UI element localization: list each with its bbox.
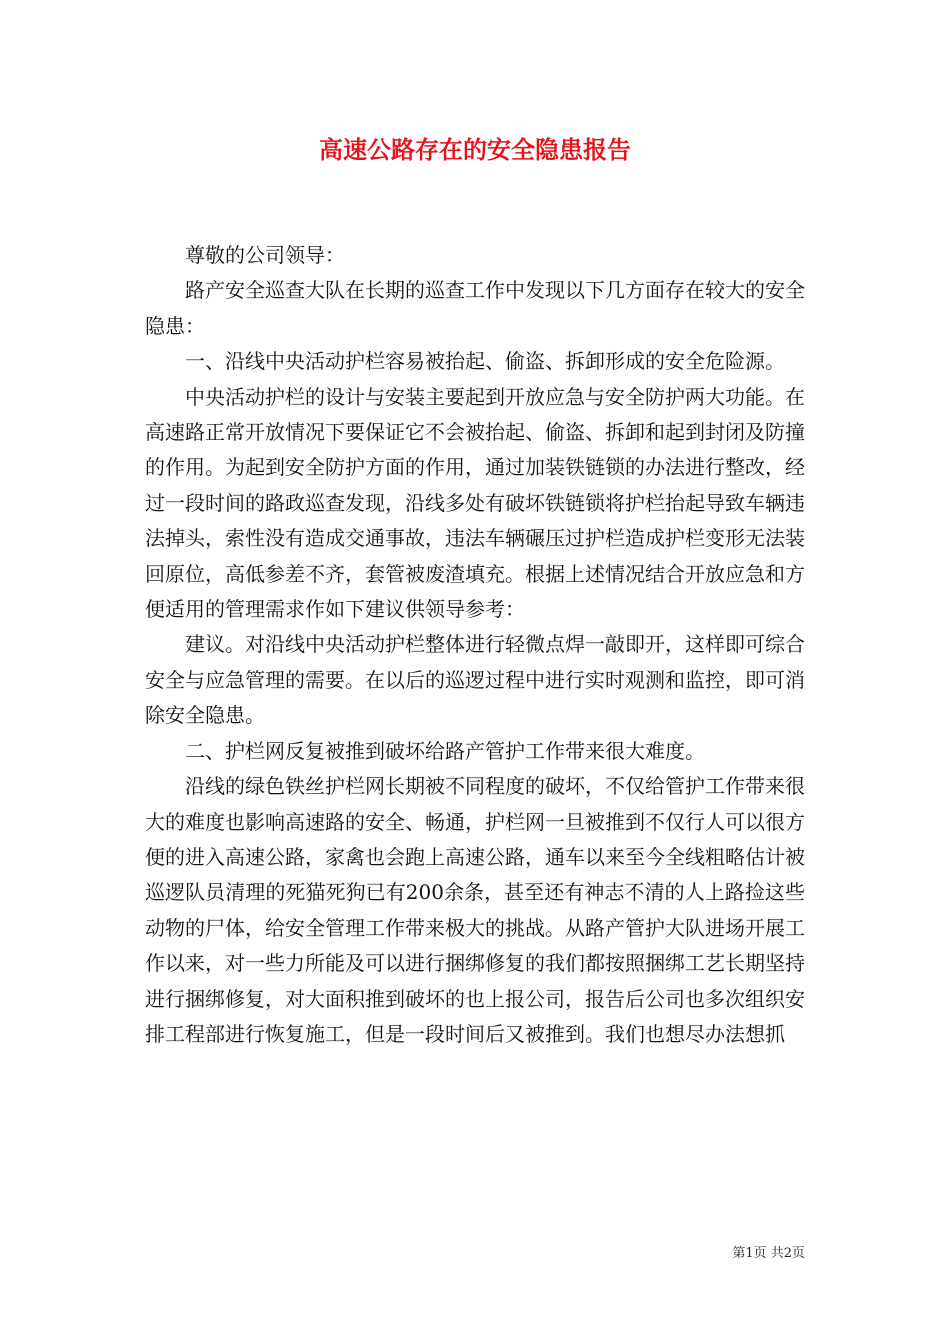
paragraph-guardrail-description: 中央活动护栏的设计与安装主要起到开放应急与安全防护两大功能。在高速路正常开放情况下要保证它不会被抬起、偷盗、拆卸和起到封闭及防撞的作用。为起到安全防护方面的作用，通过加装铁链锁的办法进行整改，经过一段时间的路政巡查发现，沿线多处有破坏铁链锁将护栏抬起导致车辆违法掉头，索性没有造成交通事故，违法车辆碾压过护栏造成护栏变形无法装回原位，高低参差不齐，套管被废渣填充。根据上述情况结合开放应急和方便适用的管理需求作如下建议供领导参考： <box>145 384 805 622</box>
salutation: 尊敬的公司领导： <box>185 243 345 267</box>
paragraph-heading-1: 一、沿线中央活动护栏容易被抬起、偷盗、拆卸形成的安全危险源。 <box>185 349 785 374</box>
paragraph-heading-2: 二、护栏网反复被推到破坏给路产管护工作带来很大难度。 <box>185 738 705 763</box>
page-number: 第1页 共2页 <box>732 1246 805 1261</box>
paragraph-fence-description: 沿线的绿色铁丝护栏网长期被不同程度的破坏，不仅给管护工作带来很大的难度也影响高速路的安全、畅通，护栏网一旦被推到不仅行人可以很方便的进入高速公路，家禽也会跑上高速公路，通车以来至今全线粗略估计被巡逻队员清理的死猫死狗已有200余条，甚至还有神志不清的人上路捡这些动物的尸体，给安全管理工作带来极大的挑战。从路产管护大队进场开展工作以来，对一些力所能及可以进行捆绑修复的我们都按照捆绑工艺长期坚持进行捆绑修复，对大面积推到破坏的也上报公司，报告后公司也多次组织安排工程部进行恢复施工，但是一段时间后又被推到。我们也想尽办法想抓 <box>145 774 805 1046</box>
document-body <box>145 238 805 1052</box>
document-title: 高速公路存在的安全隐患报告 <box>319 135 631 164</box>
paragraph-intro: 路产安全巡查大队在长期的巡查工作中发现以下几方面存在较大的安全隐患： <box>145 278 805 338</box>
paragraph-suggestion: 建议。对沿线中央活动护栏整体进行轻微点焊一敲即开，这样即可综合安全与应急管理的需要。在以后的巡逻过程中进行实时观测和监控，即可消除安全隐患。 <box>145 632 805 728</box>
